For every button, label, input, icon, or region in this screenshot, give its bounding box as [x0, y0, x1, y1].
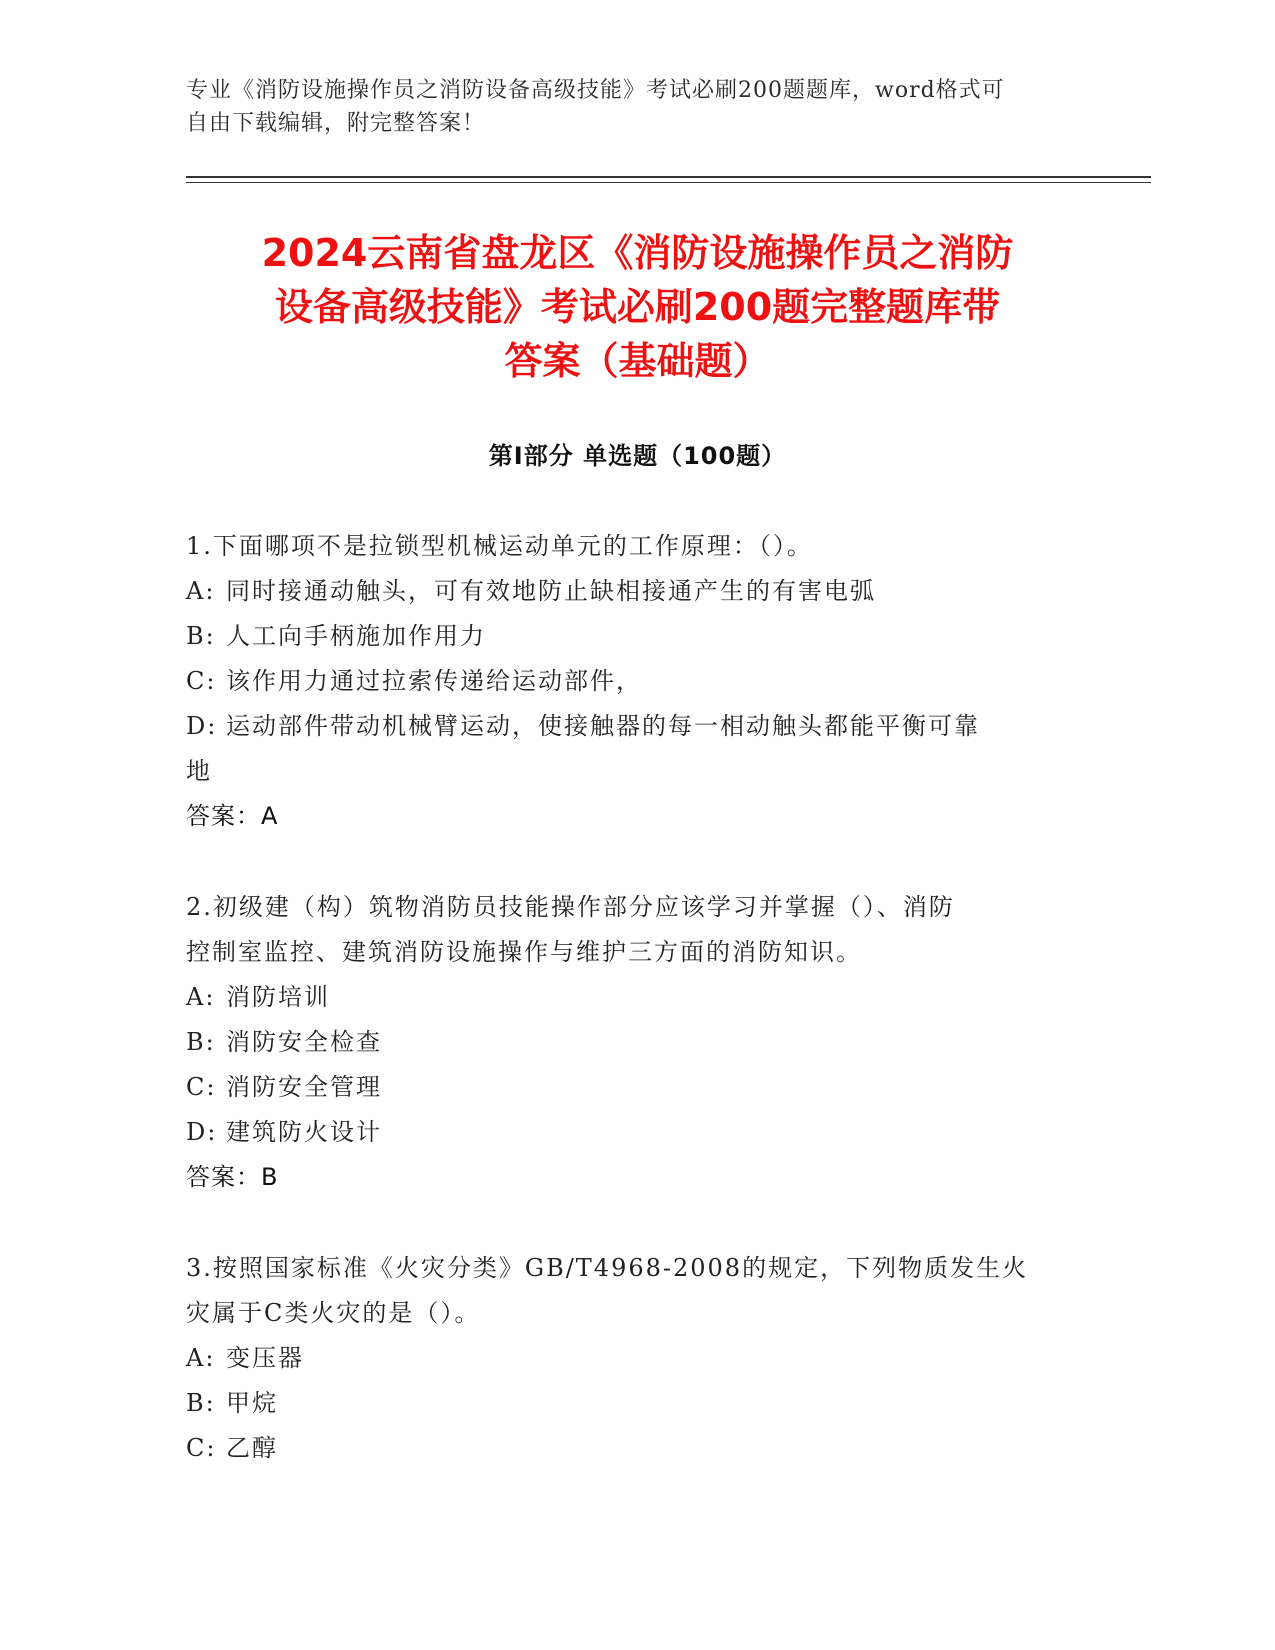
question-stem-continuation: 灾属于C类火灾的是（）。	[186, 1299, 481, 1327]
option-b	[186, 1020, 1086, 1065]
option-key: A:	[186, 1344, 216, 1372]
option-text: 变压器	[226, 1344, 304, 1372]
option-text: 人工向手柄施加作用力	[226, 622, 486, 650]
header-divider-thick	[186, 176, 1151, 178]
option-key: A:	[186, 577, 216, 605]
question-1	[186, 524, 1086, 839]
question-stem-continuation: 控制室监控、建筑消防设施操作与维护三方面的消防知识。	[186, 938, 862, 966]
question-list	[186, 524, 1086, 1517]
document-title-line-1: 2024云南省盘龙区《消防设施操作员之消防	[261, 231, 1014, 275]
header-note-line-2: 自由下载编辑，附完整答案！	[186, 111, 486, 136]
option-text: 消防安全管理	[226, 1073, 382, 1101]
question-stem: 2.初级建（构）筑物消防员技能操作部分应该学习并掌握（）、消防	[186, 893, 955, 921]
option-text: 乙醇	[226, 1434, 278, 1462]
question-3	[186, 1246, 1086, 1471]
option-key: D:	[186, 1118, 218, 1146]
document-title-line-3: 答案（基础题）	[504, 339, 771, 383]
option-text: 消防安全检查	[226, 1028, 382, 1056]
option-d	[186, 1110, 1086, 1155]
document-title-line-2: 设备高级技能》考试必刷200题完整题库带	[274, 285, 1001, 329]
section-heading: 第I部分 单选题（100题）	[488, 442, 787, 470]
option-d-continuation: 地	[186, 757, 212, 785]
question-stem: 1.下面哪项不是拉锁型机械运动单元的工作原理：（）。	[186, 532, 813, 560]
option-key: C:	[186, 1073, 217, 1101]
option-text: 同时接通动触头，可有效地防止缺相接通产生的有害电弧	[226, 577, 876, 605]
option-key: B:	[186, 1389, 216, 1417]
option-c	[186, 1426, 1086, 1471]
option-c	[186, 1065, 1086, 1110]
option-key: B:	[186, 1028, 216, 1056]
document-title	[140, 226, 1135, 388]
option-text: 消防培训	[226, 983, 330, 1011]
header-note-line-1: 专业《消防设施操作员之消防设备高级技能》考试必刷200题题库，word格式可	[186, 78, 1005, 103]
header-divider-thin	[186, 182, 1151, 183]
option-text: 甲烷	[226, 1389, 278, 1417]
header-note	[186, 74, 1086, 140]
answer-label: 答案：A	[186, 802, 279, 830]
answer-label: 答案：B	[186, 1163, 279, 1191]
option-key: B:	[186, 622, 216, 650]
option-text: 运动部件带动机械臂运动，使接触器的每一相动触头都能平衡可靠	[226, 712, 980, 740]
question-2	[186, 885, 1086, 1200]
option-text: 该作用力通过拉索传递给运动部件，	[226, 667, 642, 695]
option-key: A:	[186, 983, 216, 1011]
option-a	[186, 975, 1086, 1020]
option-text: 建筑防火设计	[226, 1118, 382, 1146]
option-a	[186, 569, 1086, 614]
option-c	[186, 659, 1086, 704]
option-a	[186, 1336, 1086, 1381]
option-b	[186, 1381, 1086, 1426]
option-d	[186, 704, 1086, 749]
option-key: C:	[186, 1434, 217, 1462]
option-b	[186, 614, 1086, 659]
question-stem: 3.按照国家标准《火灾分类》GB/T4968-2008的规定，下列物质发生火	[186, 1254, 1029, 1282]
option-key: C:	[186, 667, 217, 695]
option-key: D:	[186, 712, 218, 740]
